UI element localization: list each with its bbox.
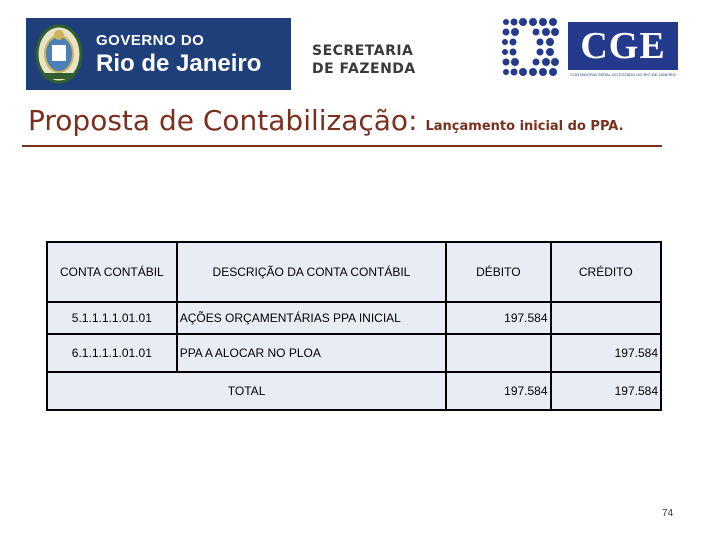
total-credito: 197.584 [551,372,661,410]
state-crest-icon [30,21,88,87]
row-debito [446,334,550,372]
governo-rio-de-janeiro-logo [26,18,291,90]
title-main: Proposta de Contabilização: [28,104,418,137]
rio-de-janeiro-text: Rio de Janeiro [96,49,262,77]
slide-title [28,104,624,137]
page-number: 74 [662,508,674,519]
row-credito: 197.584 [551,334,661,372]
header-debito: DÉBITO [446,242,550,302]
row-descricao: AÇÕES ORÇAMENTÁRIAS PPA INICIAL [177,302,447,334]
title-divider [22,145,662,147]
row-conta: 6.1.1.1.1.01.01 [47,334,177,372]
row-debito: 197.584 [446,302,550,334]
table-row [47,334,661,372]
row-conta: 5.1.1.1.1.01.01 [47,302,177,334]
header-credito: CRÉDITO [551,242,661,302]
header-descricao: DESCRIÇÃO DA CONTA CONTÁBIL [177,242,447,302]
accounting-entry-table [46,241,662,411]
table-total-row [47,372,661,410]
row-descricao: PPA A ALOCAR NO PLOA [177,334,447,372]
governo-do-text: GOVERNO DO [96,31,205,49]
cge-subtitle: CONTADORIA GERAL DO ESTADO DO RIO DE JANEIRO [570,72,676,77]
secretaria-text: SECRETARIA [312,43,414,59]
total-debito: 197.584 [446,372,550,410]
cge-dots-icon [500,16,564,80]
secretaria-de-fazenda-logo [312,42,416,78]
row-credito [551,302,661,334]
title-sub: Lançamento inicial do PPA. [425,119,624,134]
header-conta-contabil: CONTA CONTÁBIL [47,242,177,302]
table-header-row [47,242,661,302]
cge-logo [500,16,680,80]
de-fazenda-text: DE FAZENDA [312,61,416,77]
table-row [47,302,661,334]
total-label: TOTAL [47,372,446,410]
cge-text: CGE [568,22,678,70]
